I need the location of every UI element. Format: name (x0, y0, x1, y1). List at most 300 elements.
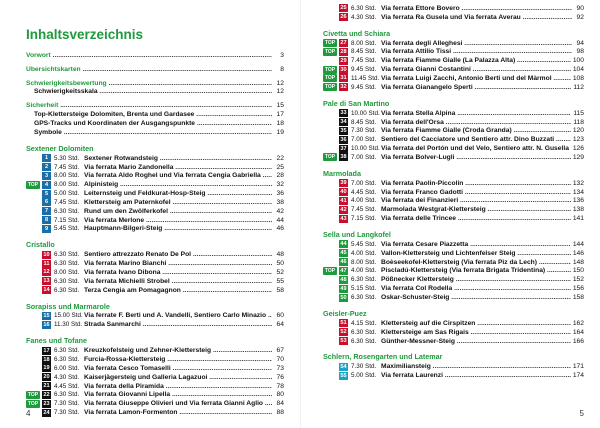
route-page: 36 (276, 190, 284, 198)
route-name: Via ferrata Laurenzi ..... (381, 372, 571, 379)
route-page: 164 (572, 328, 584, 336)
top-badge (323, 328, 337, 336)
route-number-badge: 47 (340, 267, 347, 274)
top-badge (26, 347, 40, 355)
toc-entry-label: Top-Klettersteige Dolomiten, Brenta und Gardasee ..... (26, 111, 272, 118)
route-name: Via ferrata delle Trincee ..... (381, 215, 571, 222)
route-duration: 4.45 Std. (54, 382, 80, 390)
route-page: 100 (572, 57, 584, 65)
toc-entry[interactable] (26, 65, 284, 74)
toc-entry[interactable] (26, 101, 284, 110)
route-name: Via ferrata Giovanni Lipella ..... (84, 391, 272, 398)
route-duration: 5.00 Std. (351, 372, 377, 380)
route-number-badge: 13 (43, 278, 50, 285)
route-name: Sentiero attrezzato Renato De Pol ..... (84, 251, 272, 258)
route-number-badge: 24 (43, 409, 50, 416)
route-row[interactable] (26, 216, 284, 225)
route-row[interactable] (323, 188, 584, 197)
route-name: Via ferrata Franco Gadotti ..... (381, 189, 571, 196)
route-duration: 10.00 Std. (351, 145, 380, 153)
route-number-badge: 20 (43, 374, 50, 381)
top-badge (323, 319, 337, 327)
route-duration: 8.45 Std. (351, 48, 377, 56)
route-name: Via ferrata Luigi Zacchi, Antonio Berti und del Màrmol ..... (381, 75, 571, 82)
route-duration: 6.30 Std. (351, 294, 377, 302)
route-page: 84 (276, 400, 284, 408)
route-duration: 6.00 Std. (54, 364, 80, 372)
route-page: 126 (572, 145, 584, 153)
route-row[interactable] (26, 225, 284, 234)
region-section (26, 336, 284, 417)
route-row[interactable] (323, 118, 584, 127)
route-duration: 7.15 Std. (54, 216, 80, 224)
route-name: Boèseekofel-Klettersteig (Via ferrata Piz da Lech) ..... (381, 259, 571, 266)
route-number-badge: 35 (340, 127, 347, 134)
route-number-badge: 11 (43, 260, 50, 267)
route-duration: 6.30 Std. (54, 286, 80, 294)
route-duration: 15.00 Std. (54, 312, 83, 320)
route-row[interactable] (26, 390, 284, 399)
route-row[interactable] (26, 259, 284, 268)
right-sections (323, 29, 584, 380)
route-duration: 4.00 Std. (351, 197, 377, 205)
route-number-badge: 9 (42, 225, 51, 233)
route-number-badge: 54 (340, 363, 347, 370)
route-row[interactable] (26, 277, 284, 286)
route-row[interactable] (323, 275, 584, 284)
route-page: 162 (572, 319, 584, 327)
route-row[interactable] (323, 214, 584, 223)
route-number-badge: 5 (42, 190, 51, 198)
route-row[interactable] (323, 65, 584, 74)
top-badge (323, 118, 337, 126)
route-name: Via ferrata Gianangelo Sperti ..... (381, 84, 571, 91)
route-duration: 7.30 Std. (351, 363, 377, 371)
route-name: Günther-Messner-Steig ..... (381, 338, 571, 345)
toc-entry-page: 15 (276, 102, 284, 110)
route-number-badge: 42 (340, 206, 347, 213)
route-page: 166 (572, 337, 584, 345)
route-name: Via ferrata del Portón und del Velo, Sentiero attr. N. Gusella ..... (381, 145, 571, 152)
route-row[interactable] (323, 109, 584, 118)
route-name: Klettersteig am Paternkofel ..... (84, 199, 272, 206)
route-number-badge: 15 (43, 312, 50, 319)
route-name: Via ferrata dell'Orsa ..... (381, 119, 571, 126)
route-row[interactable] (323, 179, 584, 188)
route-name: Via ferrata Aldo Roghel und Via ferrata Cengia Gabriella ..... (84, 172, 272, 179)
route-name: Pößnecker Klettersteig ..... (381, 276, 571, 283)
top-badge (323, 127, 337, 135)
top-badge (323, 179, 337, 187)
route-row[interactable] (323, 293, 584, 302)
route-duration: 9.45 Std. (351, 66, 377, 74)
route-row[interactable] (323, 135, 584, 144)
top-badge (323, 197, 337, 205)
route-row[interactable] (323, 205, 584, 214)
route-number-badge: 28 (340, 48, 347, 55)
route-page: 134 (572, 188, 584, 196)
route-name: Maximiliansteig ..... (381, 363, 571, 370)
route-name: Terza Cengia am Pomagagnon ..... (84, 287, 272, 294)
route-row[interactable] (26, 286, 284, 295)
route-page: 104 (572, 66, 584, 74)
route-page: 64 (276, 321, 284, 329)
route-page: 88 (276, 409, 284, 417)
route-row[interactable] (323, 83, 584, 92)
top-badge (323, 188, 337, 196)
region-heading: Schlern, Rosengarten und Latemar (323, 352, 443, 362)
route-name: Via ferrata Ivano Dibona ..... (84, 269, 272, 276)
route-row[interactable] (323, 240, 584, 249)
route-number-badge: 8 (42, 216, 51, 224)
top-badge: TOP (324, 267, 336, 274)
route-duration: 4.30 Std. (54, 373, 80, 381)
region-heading: Sella und Langkofel (323, 230, 391, 240)
top-badge (323, 206, 337, 214)
route-name: Via ferrata Cesare Piazzetta ..... (381, 241, 571, 248)
right-top-routes (323, 4, 584, 22)
route-row[interactable] (323, 267, 584, 276)
top-badge (323, 145, 337, 153)
route-duration: 7.00 Std. (351, 136, 377, 144)
route-number-badge: 34 (340, 119, 347, 126)
region-heading: Civetta und Schiara (323, 28, 391, 38)
route-duration: 7.45 Std. (351, 57, 377, 65)
region-section (323, 352, 584, 380)
route-page: 50 (276, 260, 284, 268)
top-badge (26, 225, 40, 233)
route-number-badge: 17 (43, 347, 50, 354)
route-name: Hauptmann-Bilgeri-Steig ..... (84, 225, 272, 232)
top-badge (323, 249, 337, 257)
route-duration: 7.30 Std. (351, 127, 377, 135)
route-number-badge: 3 (42, 172, 51, 180)
route-name: Via ferrata Mario Zandonella ..... (84, 164, 272, 171)
top-badge: TOP (324, 40, 336, 47)
route-name: Kreuzkofelsteig und Zehner-Klettersteig ..... (84, 347, 272, 354)
route-row[interactable] (26, 312, 284, 321)
route-name: Via ferrata Fiamme Gialle (La Palazza Alta) ..... (381, 57, 571, 64)
route-name: Via ferrata Gianni Costantini ..... (381, 66, 571, 73)
route-name: Klettersteig auf die Cirspitzen ..... (381, 320, 571, 327)
route-duration: 6.30 Std. (351, 276, 377, 284)
top-badge (323, 294, 337, 302)
top-badge (323, 276, 337, 284)
route-number-badge: 29 (340, 57, 347, 64)
route-page: 152 (572, 276, 584, 284)
top-badge: TOP (324, 84, 336, 91)
route-name: Marmolada Westgrat-Klettersteig ..... (381, 206, 571, 213)
route-duration: 9.45 Std. (351, 83, 377, 91)
route-page: 38 (276, 198, 284, 206)
top-badge (26, 198, 40, 206)
route-row[interactable] (26, 399, 284, 408)
region-heading: Fanes und Tofane (26, 336, 87, 346)
route-row[interactable] (323, 74, 584, 83)
route-name: Via ferrata Paolin-Piccolin ..... (381, 180, 571, 187)
top-badge (26, 356, 40, 364)
route-page: 144 (572, 240, 584, 248)
route-name: Via ferrata Lamon-Formenton ..... (84, 409, 272, 416)
region-section (323, 29, 584, 92)
route-page: 90 (576, 4, 584, 12)
top-badge: TOP (27, 400, 39, 407)
top-badge (26, 190, 40, 198)
route-duration: 8.00 Std. (351, 258, 377, 266)
route-row[interactable] (323, 319, 584, 328)
route-page: 158 (572, 294, 584, 302)
route-name: Via ferrata Bolver-Lugli ..... (381, 154, 571, 161)
top-badge (323, 240, 337, 248)
route-row[interactable] (323, 4, 584, 13)
route-name: Strada Sanmarchi ..... (84, 321, 272, 328)
route-page: 52 (276, 268, 284, 276)
route-duration: 4.30 Std. (351, 13, 377, 21)
region-heading: Marmolada (323, 168, 361, 178)
route-page: 78 (276, 382, 284, 390)
route-row[interactable] (26, 189, 284, 198)
route-number-badge: 21 (43, 383, 50, 390)
top-badge: TOP (324, 48, 336, 55)
region-heading: Sextener Dolomiten (26, 143, 94, 153)
route-name: Sentiero del Cacciatore und Sentiero attr. Dino Buzzati ..... (381, 136, 571, 143)
route-number-badge: 37 (340, 145, 347, 152)
route-number-badge: 4 (42, 181, 51, 189)
route-row[interactable] (26, 408, 284, 417)
route-duration: 8.00 Std. (54, 172, 80, 180)
route-name: Leiternsteig und Feldkurat-Hosp-Steig ..... (84, 190, 272, 197)
route-number-badge: 23 (43, 400, 50, 407)
route-number-badge: 49 (340, 285, 347, 292)
route-row[interactable] (26, 154, 284, 163)
route-page: 92 (576, 13, 584, 21)
region-section (26, 302, 284, 330)
route-row[interactable] (323, 337, 584, 346)
route-page: 112 (573, 83, 584, 91)
route-row[interactable] (323, 371, 584, 380)
top-badge (323, 285, 337, 293)
top-badge (26, 260, 40, 268)
route-row[interactable] (26, 364, 284, 373)
top-badge (323, 136, 337, 144)
top-badge: TOP (324, 66, 336, 73)
route-row[interactable] (323, 328, 584, 337)
route-row[interactable] (323, 284, 584, 293)
top-badge (323, 215, 337, 223)
route-page: 148 (572, 258, 584, 266)
top-badge: TOP (324, 154, 336, 161)
route-row[interactable] (26, 355, 284, 364)
top-badge (323, 109, 337, 117)
toc-entry-label: GPS-Tracks und Koordinaten der Ausgangspunkte ..... (26, 120, 272, 127)
top-badge (26, 364, 40, 372)
route-duration: 11.30 Std. (54, 321, 83, 329)
route-number-badge: 14 (43, 287, 50, 294)
route-number-badge: 32 (340, 84, 347, 91)
route-duration: 8.00 Std. (54, 181, 80, 189)
route-row[interactable] (26, 250, 284, 259)
route-duration: 7.00 Std. (351, 153, 377, 161)
route-page: 76 (276, 373, 284, 381)
region-section (323, 230, 584, 302)
route-name: Via ferrata Marino Bianchi ..... (84, 260, 272, 267)
route-row[interactable] (26, 163, 284, 172)
top-badge (26, 163, 40, 171)
top-badge (323, 258, 337, 266)
top-badge (26, 172, 40, 180)
route-duration: 7.30 Std. (54, 400, 80, 408)
route-page: 22 (276, 154, 284, 162)
route-row[interactable] (26, 382, 284, 391)
toc-entry[interactable] (26, 128, 284, 137)
top-badge (26, 251, 40, 259)
route-name: Via ferrata Col Rodella ..... (381, 285, 571, 292)
right-page (300, 0, 600, 428)
route-row[interactable] (26, 373, 284, 382)
route-page: 44 (276, 216, 284, 224)
top-badge: TOP (27, 181, 39, 188)
route-name: Via ferrata degli Alleghesi ..... (381, 40, 572, 47)
route-name: Via ferrata Merlone ..... (84, 217, 272, 224)
toc-entry-label: Vorwort ..... (26, 52, 272, 59)
route-page: 55 (276, 277, 284, 285)
route-page: 73 (276, 364, 284, 372)
toc-entry-label: Sicherheit ..... (26, 102, 272, 109)
toc-entry[interactable] (26, 88, 284, 97)
route-row[interactable] (323, 144, 584, 153)
route-duration: 6.30 Std. (351, 337, 377, 345)
route-duration: 4.15 Std. (351, 319, 377, 327)
toc-entry[interactable] (26, 119, 284, 128)
route-number-badge: 25 (340, 5, 347, 12)
top-badge (26, 154, 40, 162)
route-number-badge: 48 (340, 276, 347, 283)
route-number-badge: 46 (340, 259, 347, 266)
region-section (323, 309, 584, 346)
route-name: Via ferrata Ettore Bovero ..... (381, 5, 572, 12)
route-row[interactable] (323, 362, 584, 371)
route-row[interactable] (26, 171, 284, 180)
route-row[interactable] (323, 153, 584, 162)
toc-entry-page: 8 (280, 65, 284, 73)
region-section (26, 144, 284, 234)
top-badge (323, 337, 337, 345)
route-page: 123 (572, 136, 584, 144)
route-duration: 6.30 Std. (54, 260, 80, 268)
route-number-badge: 19 (43, 365, 50, 372)
route-number-badge: 22 (43, 391, 50, 398)
route-duration: 6.30 Std. (351, 4, 377, 12)
route-row[interactable] (26, 320, 284, 329)
route-number-badge: 45 (340, 250, 347, 257)
route-row[interactable] (323, 249, 584, 258)
route-page: 25 (276, 163, 284, 171)
route-row[interactable] (26, 346, 284, 355)
route-name: Via ferrata della Piramida ..... (84, 383, 272, 390)
route-page: 136 (572, 197, 584, 205)
toc-entry[interactable] (26, 51, 284, 60)
region-heading: Pale di San Martino (323, 98, 390, 108)
route-row[interactable] (323, 56, 584, 65)
route-duration: 6.30 Std. (351, 328, 377, 336)
route-page: 98 (576, 48, 584, 56)
route-row[interactable] (26, 180, 284, 189)
route-row[interactable] (323, 126, 584, 135)
route-page: 94 (576, 39, 584, 47)
route-row[interactable] (323, 258, 584, 267)
route-name: Via ferrata Ra Gusela und Via ferrata Averau ..... (381, 14, 572, 21)
region-heading: Geisler-Puez (323, 308, 367, 318)
route-number-badge: 6 (42, 198, 51, 206)
route-page: 132 (572, 179, 584, 187)
toc-entry-page: 3 (280, 51, 284, 59)
route-page: 58 (276, 286, 284, 294)
route-name: Sextener Rotwandsteig ..... (84, 155, 272, 162)
toc-entry-label: Schwierigkeitsskala ..... (26, 88, 272, 95)
route-duration: 6.30 Std. (54, 347, 80, 355)
route-page: 48 (276, 251, 284, 259)
route-duration: 6.30 Std. (54, 391, 80, 399)
top-badge (323, 57, 337, 65)
route-page: 115 (573, 109, 584, 117)
toc-entry[interactable] (26, 79, 284, 88)
toc-entry-label: Symbole ..... (26, 129, 272, 136)
route-page: 120 (572, 127, 584, 135)
route-row[interactable] (323, 48, 584, 57)
route-number-badge: 16 (43, 321, 50, 328)
route-name: Via ferrata Stella Alpina ..... (381, 110, 571, 117)
top-badge (323, 372, 337, 380)
route-row[interactable] (323, 197, 584, 206)
route-row[interactable] (323, 39, 584, 48)
top-badge (26, 286, 40, 294)
route-duration: 11.45 Std. (351, 74, 380, 82)
route-number-badge: 2 (42, 163, 51, 171)
route-duration: 8.45 Std. (351, 118, 377, 126)
route-number-badge: 50 (340, 294, 347, 301)
route-number-badge: 27 (340, 40, 347, 47)
toc-entry-page: 12 (276, 88, 284, 96)
route-page: 32 (276, 181, 284, 189)
route-number-badge: 33 (340, 110, 347, 117)
route-row[interactable] (26, 268, 284, 277)
route-number-badge: 41 (340, 197, 347, 204)
route-duration: 5.45 Std. (54, 225, 80, 233)
route-row[interactable] (323, 13, 584, 22)
route-duration: 5.45 Std. (351, 240, 377, 248)
top-badge (323, 363, 337, 371)
route-duration: 5.00 Std. (54, 190, 80, 198)
route-page: 80 (276, 391, 284, 399)
route-page: 28 (276, 172, 284, 180)
route-row[interactable] (26, 207, 284, 216)
route-duration: 6.30 Std. (54, 356, 80, 364)
route-page: 171 (572, 363, 584, 371)
toc-entry-label: Übersichtskarten ..... (26, 66, 272, 73)
route-name: Piscladú-Klettersteig (Via ferrata Brigata Tridentina) ..... (381, 267, 571, 274)
toc-entry-page: 19 (276, 128, 284, 136)
route-number-badge: 31 (340, 75, 347, 82)
route-duration: 8.00 Std. (54, 268, 80, 276)
toc-entry-page: 17 (276, 111, 284, 119)
route-number-badge: 44 (340, 241, 347, 248)
route-row[interactable] (26, 198, 284, 207)
route-duration: 4.45 Std. (351, 188, 377, 196)
route-page: 46 (276, 225, 284, 233)
route-duration: 10.00 Std. (351, 109, 380, 117)
route-number-badge: 26 (340, 14, 347, 21)
toc-entry[interactable] (26, 110, 284, 119)
